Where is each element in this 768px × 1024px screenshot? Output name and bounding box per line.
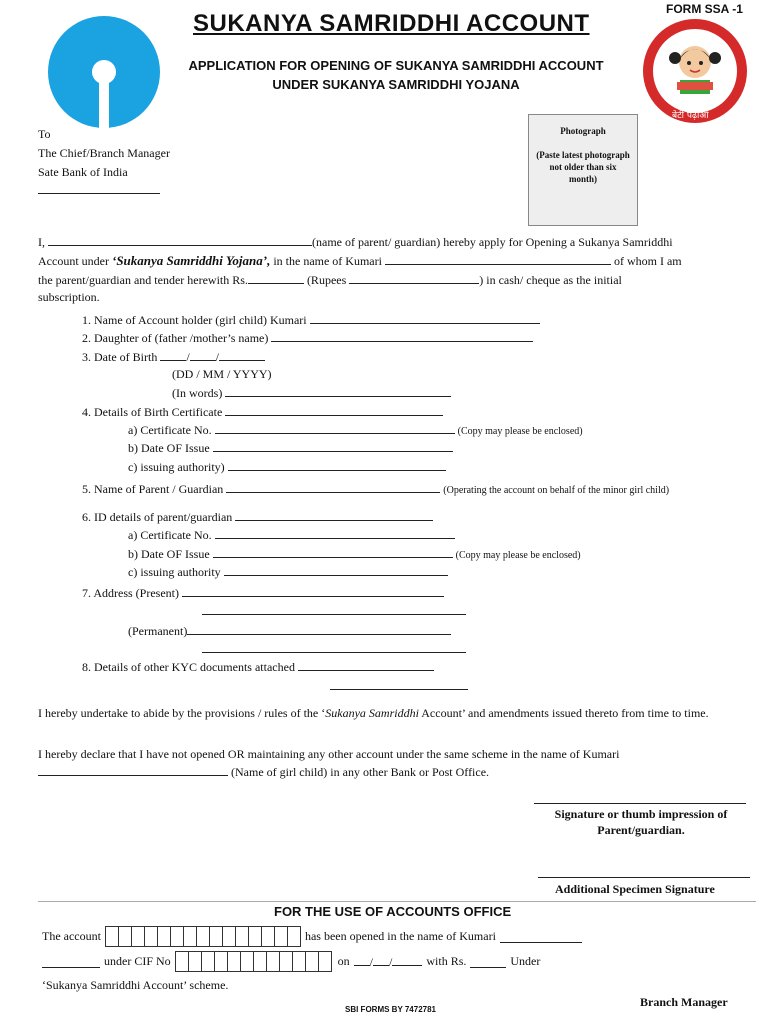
- field-8: [82, 659, 434, 675]
- id-cert-no-field[interactable]: [215, 527, 455, 539]
- permanent-address-line-2[interactable]: [202, 652, 466, 653]
- office-date-yy[interactable]: [392, 954, 422, 966]
- field-4a: [128, 422, 583, 438]
- field-5: [82, 481, 669, 497]
- guardian-name-field[interactable]: [226, 481, 440, 493]
- signature-line-1[interactable]: [534, 803, 746, 804]
- office-account-label: The account: [42, 929, 101, 943]
- rupees-words-field[interactable]: [349, 272, 479, 284]
- field-6c-label: c) issuing authority: [128, 565, 221, 579]
- field-3-words: [172, 385, 451, 401]
- signature-label-1: Signature or thumb impression of: [554, 807, 728, 821]
- office-rs-field[interactable]: [470, 956, 506, 968]
- field-6a: [128, 527, 455, 543]
- photograph-box[interactable]: [528, 114, 638, 226]
- intro-text-5: in the name of Kumari: [273, 254, 382, 268]
- dob-words-field[interactable]: [225, 385, 451, 397]
- cif-number-boxes[interactable]: [175, 951, 332, 972]
- field-2: [82, 330, 533, 346]
- intro-i: I,: [38, 235, 45, 249]
- office-date-mm[interactable]: [373, 954, 389, 966]
- office-heading: FOR THE USE OF ACCOUNTS OFFICE: [274, 904, 512, 919]
- signature-line-2[interactable]: [538, 877, 750, 878]
- field-6c: [128, 564, 448, 580]
- sbi-logo-icon: [42, 10, 168, 128]
- additional-signature-label: Additional Specimen Signature: [555, 882, 715, 896]
- intro-text-2: (name of parent/ guardian) hereby apply for Opening a Sukanya Samriddhi: [312, 235, 673, 249]
- photo-label: Photograph: [560, 126, 606, 136]
- office-opened-label: has been opened in the name of Kumari: [304, 929, 496, 943]
- field-6b: [128, 546, 581, 562]
- field-3-label: 3. Date of Birth: [82, 350, 158, 364]
- field-2-input[interactable]: [271, 330, 533, 342]
- id-authority-field[interactable]: [224, 564, 448, 576]
- field-5-label: 5. Name of Parent / Guardian: [82, 482, 224, 496]
- field-4c: [128, 459, 446, 475]
- office-prefix-field[interactable]: [42, 956, 100, 968]
- present-address-line-2[interactable]: [202, 614, 466, 615]
- signature-label: [532, 806, 750, 838]
- field-6: [82, 509, 433, 525]
- field-3-words-label: (In words): [172, 386, 223, 400]
- dob-dd-field[interactable]: [160, 349, 186, 361]
- intro-text-6: of whom I am: [613, 254, 682, 268]
- form-number: FORM SSA -1: [666, 2, 743, 16]
- field-6b-note: (Copy may please be enclosed): [455, 550, 581, 561]
- subtitle-line-1: APPLICATION FOR OPENING OF SUKANYA SAMRIDDHI ACCOUNT: [188, 58, 604, 73]
- field-4a-note: (Copy may please be enclosed): [457, 426, 583, 437]
- office-kumari-field[interactable]: [500, 931, 582, 943]
- office-date-dd[interactable]: [354, 954, 370, 966]
- address-line-3: Sate Bank of India: [38, 165, 128, 179]
- field-4a-label: a) Certificate No.: [128, 423, 212, 437]
- declaration-1-c: Account’ and amendments issued thereto from time to time.: [418, 706, 709, 720]
- address-block: [38, 125, 170, 182]
- address-blank-line[interactable]: [38, 193, 160, 194]
- address-to: To: [38, 127, 51, 141]
- field-8-label: 8. Details of other KYC documents attached: [82, 660, 295, 674]
- account-number-boxes[interactable]: [105, 926, 301, 947]
- field-7: [82, 585, 444, 601]
- office-on-label: on: [337, 954, 350, 968]
- declaration-1-a: I hereby undertake to abide by the provisions / rules of the ‘: [38, 706, 326, 720]
- girl-child-name-field[interactable]: [38, 764, 228, 776]
- field-6-input[interactable]: [235, 509, 433, 521]
- subtitle: [170, 56, 622, 94]
- declaration-1: [38, 704, 738, 722]
- rs-amount-field[interactable]: [248, 272, 304, 284]
- birth-cert-authority-field[interactable]: [228, 459, 446, 471]
- signature-label-2: Parent/guardian.: [597, 823, 685, 837]
- intro-scheme: ‘Sukanya Samriddhi Yojana’,: [111, 253, 271, 268]
- field-4-label: 4. Details of Birth Certificate: [82, 405, 223, 419]
- id-cert-date-field[interactable]: [213, 546, 453, 558]
- dob-yyyy-field[interactable]: [219, 349, 265, 361]
- kyc-docs-line-2[interactable]: [330, 689, 468, 690]
- intro-line-1: [38, 234, 673, 250]
- dob-mm-field[interactable]: [190, 349, 216, 361]
- office-line-2: under CIF No on / / with Rs. Under: [42, 951, 540, 972]
- field-5-note: (Operating the account on behalf of the minor girl child): [443, 485, 670, 496]
- field-6a-label: a) Certificate No.: [128, 528, 212, 542]
- address-line-2: The Chief/Branch Manager: [38, 146, 170, 160]
- field-7-label: 7. Address (Present): [82, 586, 179, 600]
- field-4b-label: b) Date OF Issue: [128, 441, 210, 455]
- office-cif-label: under CIF No: [104, 954, 171, 968]
- permanent-address-field[interactable]: [187, 623, 451, 635]
- field-4: [82, 404, 443, 420]
- field-4-input[interactable]: [225, 404, 443, 416]
- birth-cert-date-field[interactable]: [213, 440, 453, 452]
- footer-note: SBI FORMS BY 7472781: [345, 1005, 437, 1014]
- page-title: SUKANYA SAMRIDDHI ACCOUNT: [193, 10, 590, 37]
- parent-name-field[interactable]: [48, 234, 312, 246]
- field-6-label: 6. ID details of parent/guardian: [82, 510, 233, 524]
- field-7-perm: [128, 623, 451, 639]
- intro-text-8: (Rupees: [306, 273, 347, 287]
- declaration-1-b: Sukanya Samriddhi: [325, 706, 419, 720]
- field-4b: [128, 440, 453, 456]
- declaration-2-line: [38, 764, 489, 780]
- office-divider: [38, 901, 756, 902]
- intro-line-3: [38, 272, 622, 288]
- intro-line-2: [38, 253, 682, 269]
- branch-manager-label: Branch Manager: [640, 995, 728, 1009]
- field-2-label: 2. Daughter of (father /mother’s name): [82, 331, 269, 345]
- declaration-2: I hereby declare that I have not opened OR maintaining any other account under the same scheme in the name of Kumari: [38, 747, 620, 761]
- logo-caption: बेटी पढ़ाओ: [672, 111, 709, 121]
- office-line-3: ‘Sukanya Samriddhi Account’ scheme.: [42, 978, 229, 992]
- intro-text-9: ) in cash/ cheque as the initial: [479, 273, 622, 287]
- field-1-label: 1. Name of Account holder (girl child) Kumari: [82, 313, 307, 327]
- office-rs-label: with Rs.: [426, 954, 467, 968]
- birth-cert-no-field[interactable]: [215, 422, 455, 434]
- office-line-1: [42, 926, 582, 947]
- field-1-input[interactable]: [310, 312, 540, 324]
- intro-line-4: subscription.: [38, 290, 100, 304]
- field-3: 3. Date of Birth / /: [82, 349, 265, 365]
- present-address-field[interactable]: [182, 585, 444, 597]
- declaration-2-b: (Name of girl child) in any other Bank or Post Office.: [231, 765, 490, 779]
- kyc-docs-field[interactable]: [298, 659, 434, 671]
- subtitle-line-2: UNDER SUKANYA SAMRIDDHI YOJANA: [272, 77, 520, 92]
- field-7-perm-label: (Permanent): [128, 624, 188, 638]
- photo-note: (Paste latest photograph not older than six month): [536, 150, 630, 184]
- kumari-name-field[interactable]: [385, 253, 611, 265]
- field-4c-label: c) issuing authority): [128, 460, 225, 474]
- intro-text-7: the parent/guardian and tender herewith Rs.: [38, 273, 248, 287]
- field-1: [82, 312, 540, 328]
- field-3-format: (DD / MM / YYYY): [172, 367, 272, 381]
- field-6b-label: b) Date OF Issue: [128, 547, 210, 561]
- intro-text-3: Account under: [38, 254, 109, 268]
- office-under-label: Under: [510, 954, 541, 968]
